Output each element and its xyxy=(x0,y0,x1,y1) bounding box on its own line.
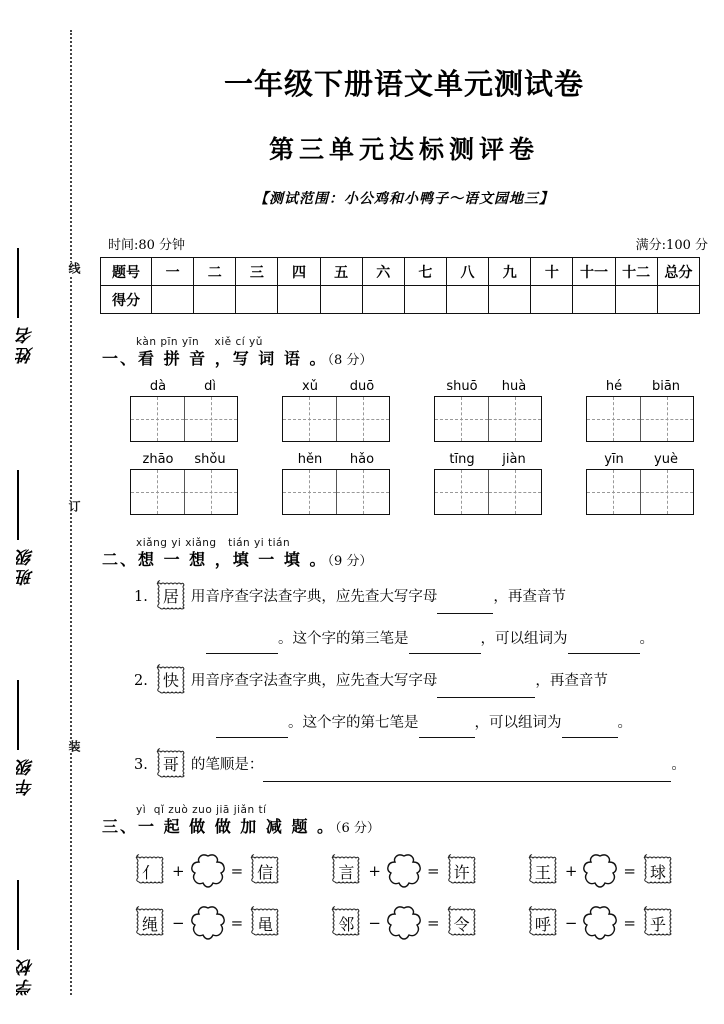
word-pinyin-1a: dà xyxy=(149,379,167,394)
question-2-1-number: 1. xyxy=(134,589,148,605)
exam-sheet xyxy=(96,0,712,1024)
word-unit-2 xyxy=(282,379,390,442)
equation-6 xyxy=(523,905,678,941)
score-cell-7[interactable] xyxy=(404,286,446,314)
question-2-2-text-3: 。这个字的第七笔是 xyxy=(288,715,419,731)
equation-1-left-char: 亻 xyxy=(141,862,158,882)
question-2-3-number: 3. xyxy=(134,757,148,773)
field-class-rule xyxy=(17,470,19,540)
word-pinyin-6b: hǎo xyxy=(349,452,375,467)
score-cell-8[interactable] xyxy=(446,286,488,314)
score-col-total: 总分 xyxy=(657,258,699,286)
word-pinyin-8a: yīn xyxy=(604,452,624,467)
field-name[interactable] xyxy=(14,248,60,364)
score-col-3: 三 xyxy=(236,258,278,286)
word-pinyin-6 xyxy=(282,452,390,467)
score-table-value-row xyxy=(101,286,700,314)
equation-1-right-box xyxy=(248,854,282,888)
pinyin-word-row-2 xyxy=(96,452,712,515)
field-grade-rule xyxy=(17,680,19,750)
word-pinyin-4 xyxy=(586,379,694,394)
word-unit-1 xyxy=(130,379,238,442)
equation-3-left-box xyxy=(526,854,560,888)
equation-6-left-box xyxy=(526,906,560,940)
word-pinyin-1 xyxy=(130,379,238,394)
score-cell-1[interactable] xyxy=(152,286,194,314)
answer-blank-2-2-c[interactable] xyxy=(419,719,475,738)
charbox-ge xyxy=(154,748,188,782)
score-col-12: 十二 xyxy=(615,258,657,286)
score-col-5: 五 xyxy=(320,258,362,286)
question-2-1 xyxy=(96,580,712,614)
word-pinyin-4a: hé xyxy=(605,379,623,394)
equation-row-1 xyxy=(96,853,712,889)
score-table-row-label-qnum: 题号 xyxy=(101,258,152,286)
word-pinyin-6a: hěn xyxy=(297,452,323,467)
equation-6-right-char: 乎 xyxy=(649,914,666,934)
section-1-pinyin: kàn pīn yīn xiě cí yǔ xyxy=(136,336,263,348)
tianzige-5-cell-1[interactable] xyxy=(131,470,184,514)
equation-6-answer-flower[interactable] xyxy=(580,905,620,941)
equation-row-2 xyxy=(96,905,712,941)
question-2-1-text-5: 。 xyxy=(639,631,654,647)
score-col-4: 四 xyxy=(278,258,320,286)
word-pinyin-5a: zhāo xyxy=(142,452,174,467)
section-2-title xyxy=(102,547,712,570)
field-school-rule xyxy=(17,880,19,950)
charbox-kuai xyxy=(154,664,188,698)
question-2-2-text-4: ，可以组词为 xyxy=(474,715,562,731)
word-pinyin-7 xyxy=(434,452,542,467)
score-cell-11[interactable] xyxy=(573,286,615,314)
equation-2-right-box xyxy=(445,854,479,888)
answer-blank-2-1-a[interactable] xyxy=(437,595,493,614)
question-2-3-text-5: 。 xyxy=(671,757,686,773)
section-2-heading: 想 一 想 ，填 一 填 。 xyxy=(138,550,328,569)
equation-1-right-char: 信 xyxy=(257,862,274,882)
page-title: 一年级下册语文单元测试卷 xyxy=(223,67,584,101)
score-cell-3[interactable] xyxy=(236,286,278,314)
pinyin-word-row-1 xyxy=(96,379,712,442)
equation-6-left-char: 呼 xyxy=(534,914,551,934)
test-scope: 【测试范围：小公鸡和小鸭子～语文园地三】 xyxy=(254,191,554,207)
equation-3-equals: = xyxy=(623,862,636,880)
charbox-ju-char: 居 xyxy=(162,587,179,606)
equation-4-equals: = xyxy=(230,914,244,932)
question-2-1-text-2: ，再查音节 xyxy=(493,589,566,605)
equation-3 xyxy=(523,853,678,889)
equation-5-right-box xyxy=(445,906,479,940)
exam-duration: 时间:80 分钟 xyxy=(108,238,186,253)
tianzige-7[interactable] xyxy=(434,469,542,515)
exam-meta xyxy=(96,234,712,253)
word-unit-7 xyxy=(434,452,542,515)
tianzige-3-cell-2[interactable] xyxy=(488,397,542,441)
equation-1-left-box xyxy=(133,854,167,888)
equation-6-equals: = xyxy=(623,914,636,932)
equation-5 xyxy=(326,905,481,941)
field-class[interactable] xyxy=(14,470,60,586)
answer-blank-2-3-a[interactable] xyxy=(263,763,671,782)
equation-3-left-char: 王 xyxy=(534,862,551,882)
question-2-2-text-2: ，再查音节 xyxy=(535,673,608,689)
equation-1-equals: = xyxy=(230,862,244,880)
tianzige-4-cell-2[interactable] xyxy=(640,397,694,441)
tianzige-4-cell-1[interactable] xyxy=(587,397,640,441)
question-2-2-number: 2. xyxy=(134,673,148,689)
score-col-11: 十一 xyxy=(573,258,615,286)
score-cell-12[interactable] xyxy=(615,286,657,314)
word-pinyin-7a: tīng xyxy=(449,452,475,467)
tianzige-3[interactable] xyxy=(434,396,542,442)
equation-2-equals: = xyxy=(427,862,440,880)
score-col-9: 九 xyxy=(489,258,531,286)
tianzige-2-cell-2[interactable] xyxy=(336,397,390,441)
equation-4-right-box xyxy=(248,906,282,940)
word-unit-6 xyxy=(282,452,390,515)
equation-2 xyxy=(326,853,481,889)
equation-5-left-box xyxy=(329,906,363,940)
score-col-1: 一 xyxy=(152,258,194,286)
equation-2-right-char: 许 xyxy=(453,862,470,882)
tianzige-8-cell-1[interactable] xyxy=(587,470,640,514)
tianzige-3-cell-1[interactable] xyxy=(435,397,488,441)
answer-blank-2-1-c[interactable] xyxy=(409,635,481,654)
score-cell-2[interactable] xyxy=(194,286,236,314)
answer-blank-2-2-a[interactable] xyxy=(437,679,535,698)
word-pinyin-3b: huà xyxy=(501,379,527,394)
binding-sidebar xyxy=(0,0,86,1024)
score-col-8: 八 xyxy=(446,258,488,286)
equation-5-answer-flower[interactable] xyxy=(384,905,424,941)
answer-blank-2-1-b[interactable] xyxy=(206,635,278,654)
equation-2-left-char: 言 xyxy=(338,862,355,882)
binding-mark-bind: 订 xyxy=(57,500,83,513)
page-subtitle: 第三单元达标测评卷 xyxy=(268,135,539,164)
word-pinyin-2b: duō xyxy=(349,379,375,394)
equation-1-operator: + xyxy=(172,862,185,880)
section-3-title xyxy=(102,814,712,837)
word-pinyin-3a: shuō xyxy=(446,379,478,394)
word-pinyin-5 xyxy=(130,452,238,467)
equation-3-operator: + xyxy=(564,862,578,880)
equation-5-operator: − xyxy=(368,914,381,932)
word-unit-8 xyxy=(586,452,694,515)
field-school-label: 学校 xyxy=(17,956,37,996)
field-name-label: 姓名 xyxy=(17,324,37,364)
question-2-1-text-1: 用音序查字法查字典，应先查大写字母 xyxy=(190,589,438,605)
equation-4-operator: − xyxy=(172,914,185,932)
section-2-pinyin: xiǎng yi xiǎng tián yi tián xyxy=(136,537,291,549)
section-1-title xyxy=(102,346,712,369)
equation-2-left-box xyxy=(329,854,363,888)
score-cell-10[interactable] xyxy=(531,286,573,314)
field-grade-label: 年级 xyxy=(17,756,37,796)
equation-6-operator: − xyxy=(564,914,578,932)
equation-6-right-box xyxy=(641,906,675,940)
tianzige-2[interactable] xyxy=(282,396,390,442)
score-cell-4[interactable] xyxy=(278,286,320,314)
tianzige-7-cell-1[interactable] xyxy=(435,470,488,514)
score-table-row-label-score: 得分 xyxy=(101,286,152,314)
word-pinyin-1b: dì xyxy=(204,379,216,394)
answer-blank-2-2-d[interactable] xyxy=(562,719,618,738)
equation-1 xyxy=(130,853,285,889)
tianzige-6[interactable] xyxy=(282,469,390,515)
score-cell-total[interactable] xyxy=(657,286,699,314)
score-cell-9[interactable] xyxy=(489,286,531,314)
score-col-2: 二 xyxy=(194,258,236,286)
section-3-pinyin: yì qǐ zuò zuo jiā jiǎn tí xyxy=(136,804,267,816)
equation-4 xyxy=(130,905,285,941)
field-school[interactable] xyxy=(14,880,60,996)
score-table-header-row xyxy=(101,258,700,286)
section-3-points: （6 分） xyxy=(335,821,380,836)
equation-5-equals: = xyxy=(427,914,440,932)
field-name-rule xyxy=(17,248,19,318)
charbox-ge-char: 哥 xyxy=(162,755,179,774)
equation-2-operator: + xyxy=(368,862,381,880)
field-grade[interactable] xyxy=(14,680,60,796)
equation-4-left-char: 绳 xyxy=(141,914,158,934)
score-col-10: 十 xyxy=(531,258,573,286)
section-2 xyxy=(96,537,712,570)
score-col-6: 六 xyxy=(362,258,404,286)
equation-4-left-box xyxy=(133,906,167,940)
answer-blank-2-1-d[interactable] xyxy=(568,635,640,654)
word-pinyin-8b: yuè xyxy=(654,452,678,467)
answer-blank-2-2-b[interactable] xyxy=(216,719,288,738)
equation-3-right-char: 球 xyxy=(649,862,666,882)
question-2-3-text-1: 的笔顺是： xyxy=(190,757,264,773)
section-2-index: 二、 xyxy=(102,550,139,569)
question-2-2-text-1: 用音序查字法查字典，应先查大写字母 xyxy=(190,673,438,689)
tianzige-1[interactable] xyxy=(130,396,238,442)
score-col-7: 七 xyxy=(404,258,446,286)
question-2-2-text-5: 。 xyxy=(617,715,632,731)
word-unit-4 xyxy=(586,379,694,442)
section-3-heading: 一 起 做 做 加 减 题 。 xyxy=(138,817,336,836)
equation-4-answer-flower[interactable] xyxy=(188,905,228,941)
section-3 xyxy=(96,804,712,837)
section-3-index: 三、 xyxy=(102,817,139,836)
word-unit-3 xyxy=(434,379,542,442)
question-2-1-text-4: ，可以组词为 xyxy=(480,631,568,647)
question-2-3 xyxy=(96,748,712,782)
section-1-index: 一、 xyxy=(102,349,139,368)
section-1-heading: 看 拼 音 ，写 词 语 。 xyxy=(138,349,328,368)
score-cell-5[interactable] xyxy=(320,286,362,314)
equation-5-right-char: 令 xyxy=(453,914,470,934)
question-2-1-text-3: 。这个字的第三笔是 xyxy=(278,631,409,647)
tianzige-1-cell-2[interactable] xyxy=(184,397,238,441)
word-pinyin-7b: jiàn xyxy=(502,452,526,467)
tianzige-5-cell-2[interactable] xyxy=(184,470,238,514)
equation-3-right-box xyxy=(641,854,675,888)
word-pinyin-8 xyxy=(586,452,694,467)
tianzige-6-cell-1[interactable] xyxy=(283,470,336,514)
tianzige-5[interactable] xyxy=(130,469,238,515)
exam-full-score: 满分:100 分 xyxy=(635,238,708,253)
question-2-1-line2 xyxy=(96,624,712,654)
question-2-2-line2 xyxy=(96,708,712,738)
equation-1-answer-flower[interactable] xyxy=(188,853,228,889)
word-unit-5 xyxy=(130,452,238,515)
tianzige-8-cell-2[interactable] xyxy=(640,470,694,514)
word-pinyin-4b: biān xyxy=(651,379,681,394)
binding-mark-pack: 装 xyxy=(57,740,83,753)
section-1-points: （8 分） xyxy=(327,353,373,368)
score-cell-6[interactable] xyxy=(362,286,404,314)
equation-5-left-char: 邻 xyxy=(338,914,355,934)
tianzige-8[interactable] xyxy=(586,469,694,515)
binding-mark-line: 线 xyxy=(57,262,83,275)
word-pinyin-2a: xǔ xyxy=(302,379,318,394)
question-2-2 xyxy=(96,664,712,698)
word-pinyin-2 xyxy=(282,379,390,394)
tianzige-7-cell-2[interactable] xyxy=(488,470,542,514)
word-pinyin-3 xyxy=(434,379,542,394)
equation-4-right-char: 黾 xyxy=(257,914,274,934)
tianzige-1-cell-1[interactable] xyxy=(131,397,184,441)
section-1 xyxy=(96,336,712,369)
tianzige-6-cell-2[interactable] xyxy=(336,470,390,514)
equation-3-answer-flower[interactable] xyxy=(580,853,620,889)
tianzige-4[interactable] xyxy=(586,396,694,442)
score-table xyxy=(100,257,700,314)
charbox-ju xyxy=(154,580,188,614)
charbox-kuai-char: 快 xyxy=(162,671,179,690)
equation-2-answer-flower[interactable] xyxy=(384,853,424,889)
field-class-label: 班级 xyxy=(17,546,37,586)
section-2-points: （9 分） xyxy=(327,554,373,569)
word-pinyin-5b: shǒu xyxy=(194,452,226,467)
tianzige-2-cell-1[interactable] xyxy=(283,397,336,441)
